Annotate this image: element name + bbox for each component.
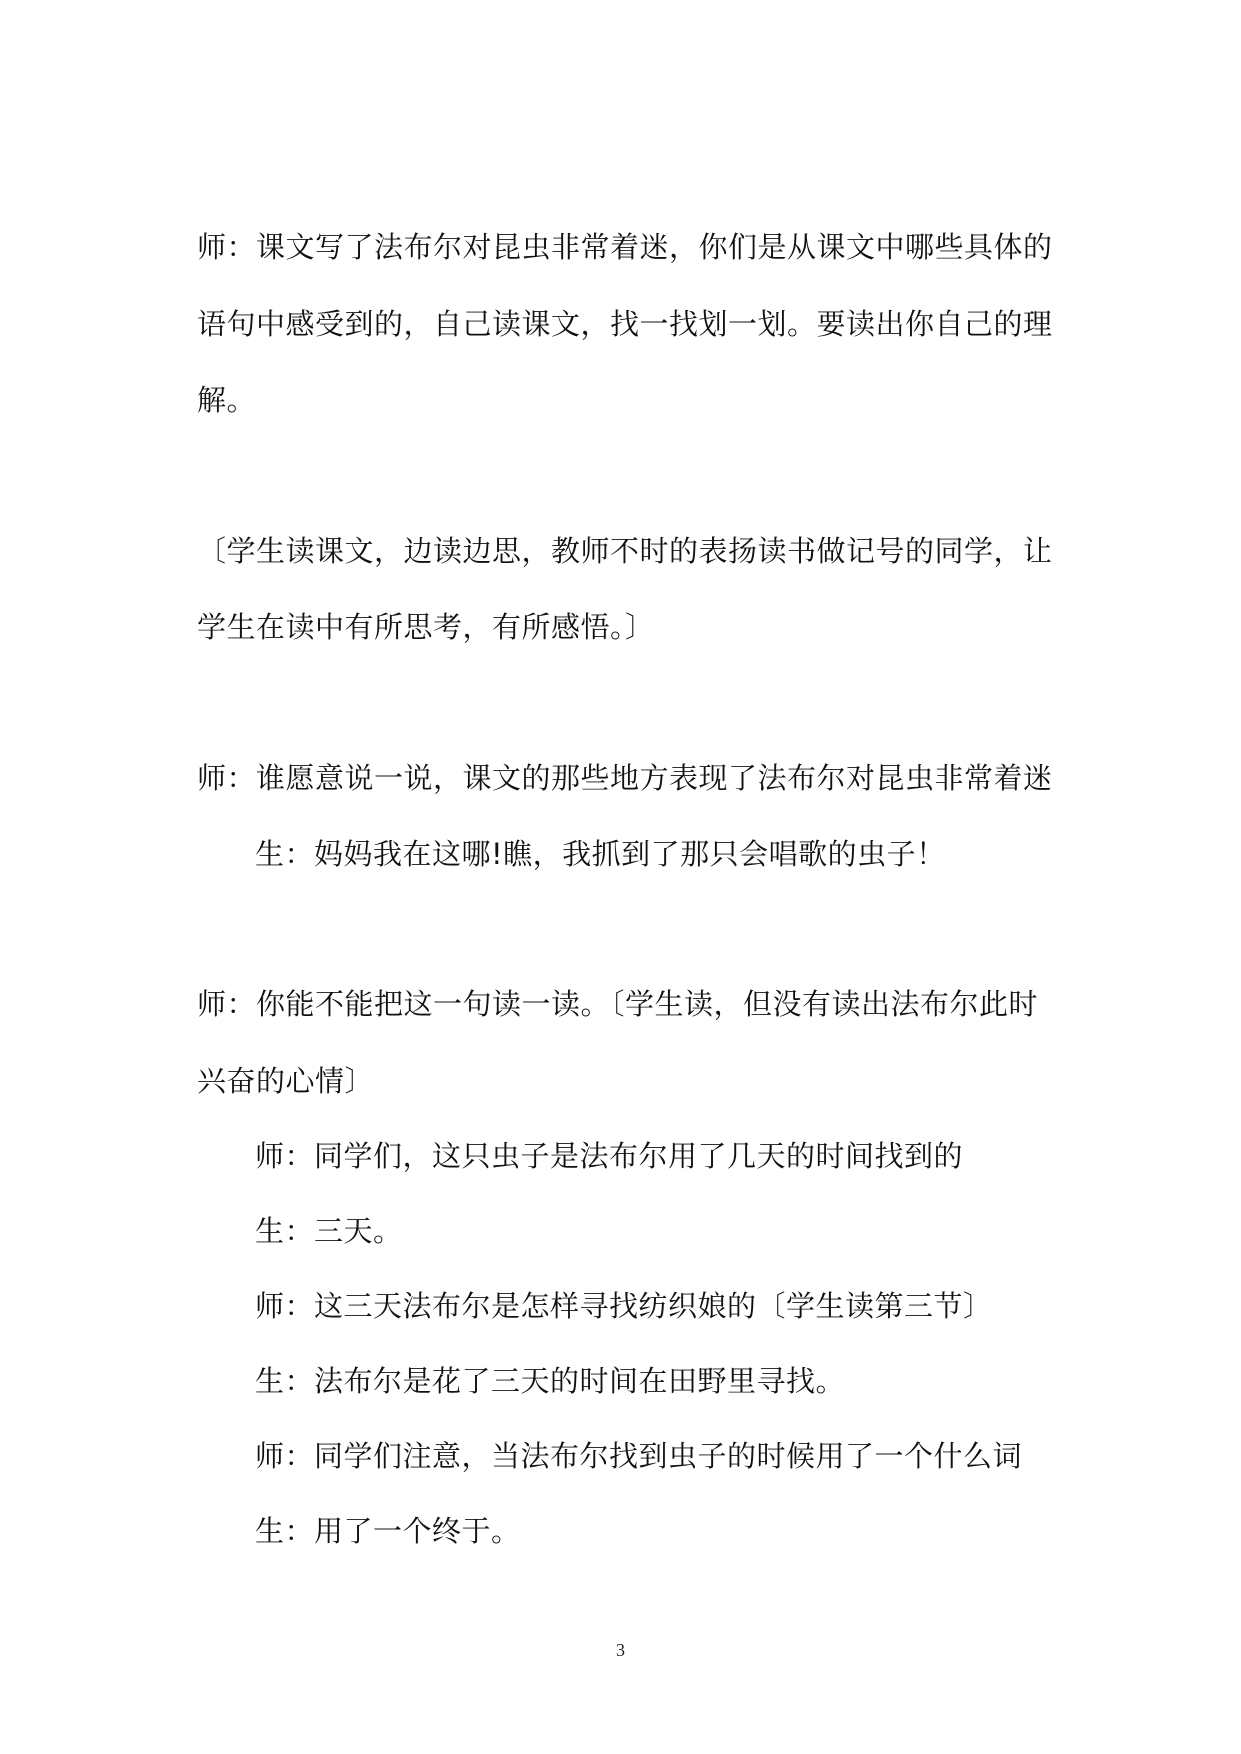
text-line: 生：法布尔是花了三天的时间在田野里寻找。 (255, 1364, 846, 1398)
text-line: 生：妈妈我在这哪!瞧，我抓到了那只会唱歌的虫子！ (255, 837, 946, 871)
text-line: 学生在读中有所思考，有所感悟。〕 (197, 610, 655, 644)
text-line: 兴奋的心情〕 (197, 1064, 375, 1098)
page-number: 3 (616, 1640, 625, 1660)
text-line: 解。 (197, 383, 257, 417)
text-line: 师：同学们注意，当法布尔找到虫子的时候用了一个什么词 (255, 1439, 1023, 1473)
text-line: 〔学生读课文，边读边思，教师不时的表扬读书做记号的同学，让 (197, 534, 1053, 568)
text-line: 师：这三天法布尔是怎样寻找纺织娘的〔学生读第三节〕 (255, 1289, 993, 1323)
text-line: 生：三天。 (255, 1214, 403, 1248)
text-line: 师：谁愿意说一说，课文的那些地方表现了法布尔对昆虫非常着迷 (197, 761, 1053, 795)
text-line: 师：课文写了法布尔对昆虫非常着迷，你们是从课文中哪些具体的 (197, 230, 1053, 264)
text-line: 师：同学们，这只虫子是法布尔用了几天的时间找到的 (255, 1139, 964, 1173)
text-line: 师：你能不能把这一句读一读。〔学生读，但没有读出法布尔此时 (197, 987, 1039, 1021)
text-line: 生：用了一个终于。 (255, 1514, 521, 1548)
text-line: 语句中感受到的，自己读课文，找一找划一划。要读出你自己的理 (197, 307, 1053, 341)
